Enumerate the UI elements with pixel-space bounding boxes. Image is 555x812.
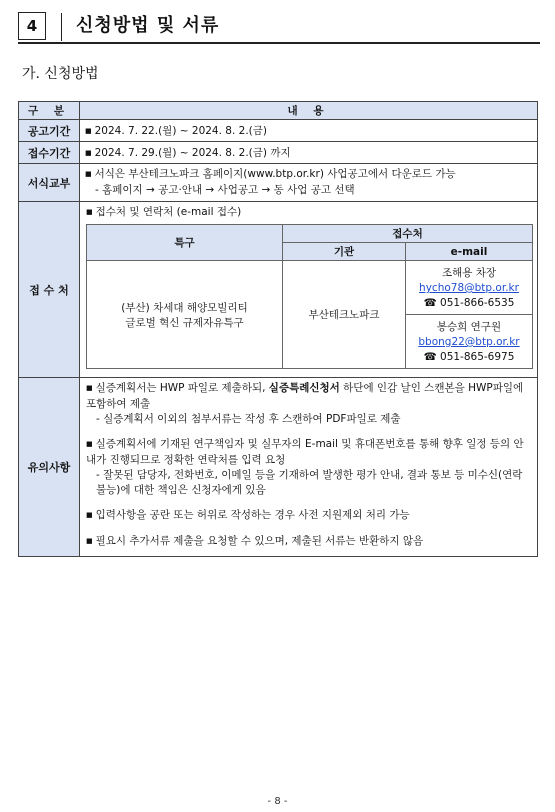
section-header [18,12,540,44]
zone-cell [87,261,283,369]
zone-line2: 글로벌 혁신 규제자유특구 [125,316,244,329]
table-header-row [19,102,538,120]
note-2-sub: - 잘못된 담당자, 전화번호, 이메일 등을 기재하여 발생한 평가 안내, 결과 통보 등 미수신(연락 불능)에 대한 책임은 신청자에게 있음 [96,469,523,496]
note-1-bold: 실증특례신청서 [268,382,340,394]
zone-line1: (부산) 차세대 해양모빌리티 [121,301,248,314]
contact-email-link[interactable]: hycho78@btp.or.kr [419,282,519,294]
section-divider [61,13,62,41]
announce-text: ■ 2024. 7. 22.(월) ~ 2024. 8. 2.(금) [85,125,267,137]
contact-email-link[interactable]: bbong22@btp.or.kr [418,336,520,348]
application-method-table [18,101,538,557]
note-4-text: ■ 필요시 추가서류 제출을 요청할 수 있으며, 제출된 서류는 반환하지 않음 [86,534,532,550]
page-number: - 8 - [267,796,288,807]
header-content: 내 용 [80,102,538,120]
note-3-text: ■ 입력사항을 공란 또는 허위로 작성하는 경우 사전 지원제외 처리 가능 [86,508,532,524]
row-reception [19,202,538,378]
row-receipt [19,142,538,164]
forms-line2: - 홈페이지 → 공고·안내 → 사업공고 → 동 사업 공고 선택 [95,184,355,196]
row-reception-content [80,202,538,378]
row-label-notes: 유의사항 [19,378,80,557]
inner-header-zone: 특구 [87,225,283,261]
row-notes-content [80,378,538,557]
contact-phone: ☎ 051-866-6535 [423,297,515,309]
row-notes [19,378,538,557]
contact-cell-1 [406,261,533,315]
note-2 [86,437,532,498]
contact-phone: ☎ 051-865-6975 [423,351,515,363]
row-label-reception: 접 수 처 [19,202,80,378]
section-number: 4 [18,12,46,40]
note-1-text-a: ■ 실증계획서는 HWP 파일로 제출하되, [86,382,265,394]
row-label-announce: 공고기간 [19,120,80,142]
inner-header-reception: 접수처 [283,225,533,243]
contact-cell-2 [406,315,533,369]
forms-line1: ■ 서식은 부산테크노파크 홈페이지(www.btp.or.kr) 사업공고에서 다운로드 가능 [85,167,532,183]
contact-name: 조해용 차장 [441,267,497,279]
reception-intro: ■ 접수처 및 연락처 (e-mail 접수) [86,205,533,221]
note-3 [86,508,532,524]
note-2-text: ■ 실증계획서에 기재된 연구책임자 및 실무자의 E-mail 및 휴대폰번호를 통해 향후 일정 등의 안내가 진행되므로 정확한 연락처를 입력 요청 [86,437,532,468]
row-receipt-content [80,142,538,164]
section-title: 신청방법 및 서류 [76,15,220,36]
row-forms-content [80,164,538,202]
contact-name: 봉승희 연구원 [436,321,502,333]
note-1-sub: - 실증계획서 이외의 첨부서류는 작성 후 스캔하여 PDF파일로 제출 [96,413,401,425]
header-category: 구 분 [19,102,80,120]
row-label-forms: 서식교부 [19,164,80,202]
row-announce [19,120,538,142]
row-label-receipt: 접수기간 [19,142,80,164]
inner-header-org: 기관 [283,243,406,261]
inner-header-email: e-mail [406,243,533,261]
subheading: 가. 신청방법 [22,66,99,82]
note-1-text-b: 하단에 인감 날인 스캔본을 HWP파일에 포함하여 제출 [86,382,524,410]
reception-contact-table [86,224,533,369]
note-4 [86,534,532,550]
note-1 [86,381,532,427]
row-forms [19,164,538,202]
row-announce-content [80,120,538,142]
org-cell: 부산테크노파크 [283,261,406,369]
receipt-text: ■ 2024. 7. 29.(월) ~ 2024. 8. 2.(금) 까지 [85,147,291,159]
